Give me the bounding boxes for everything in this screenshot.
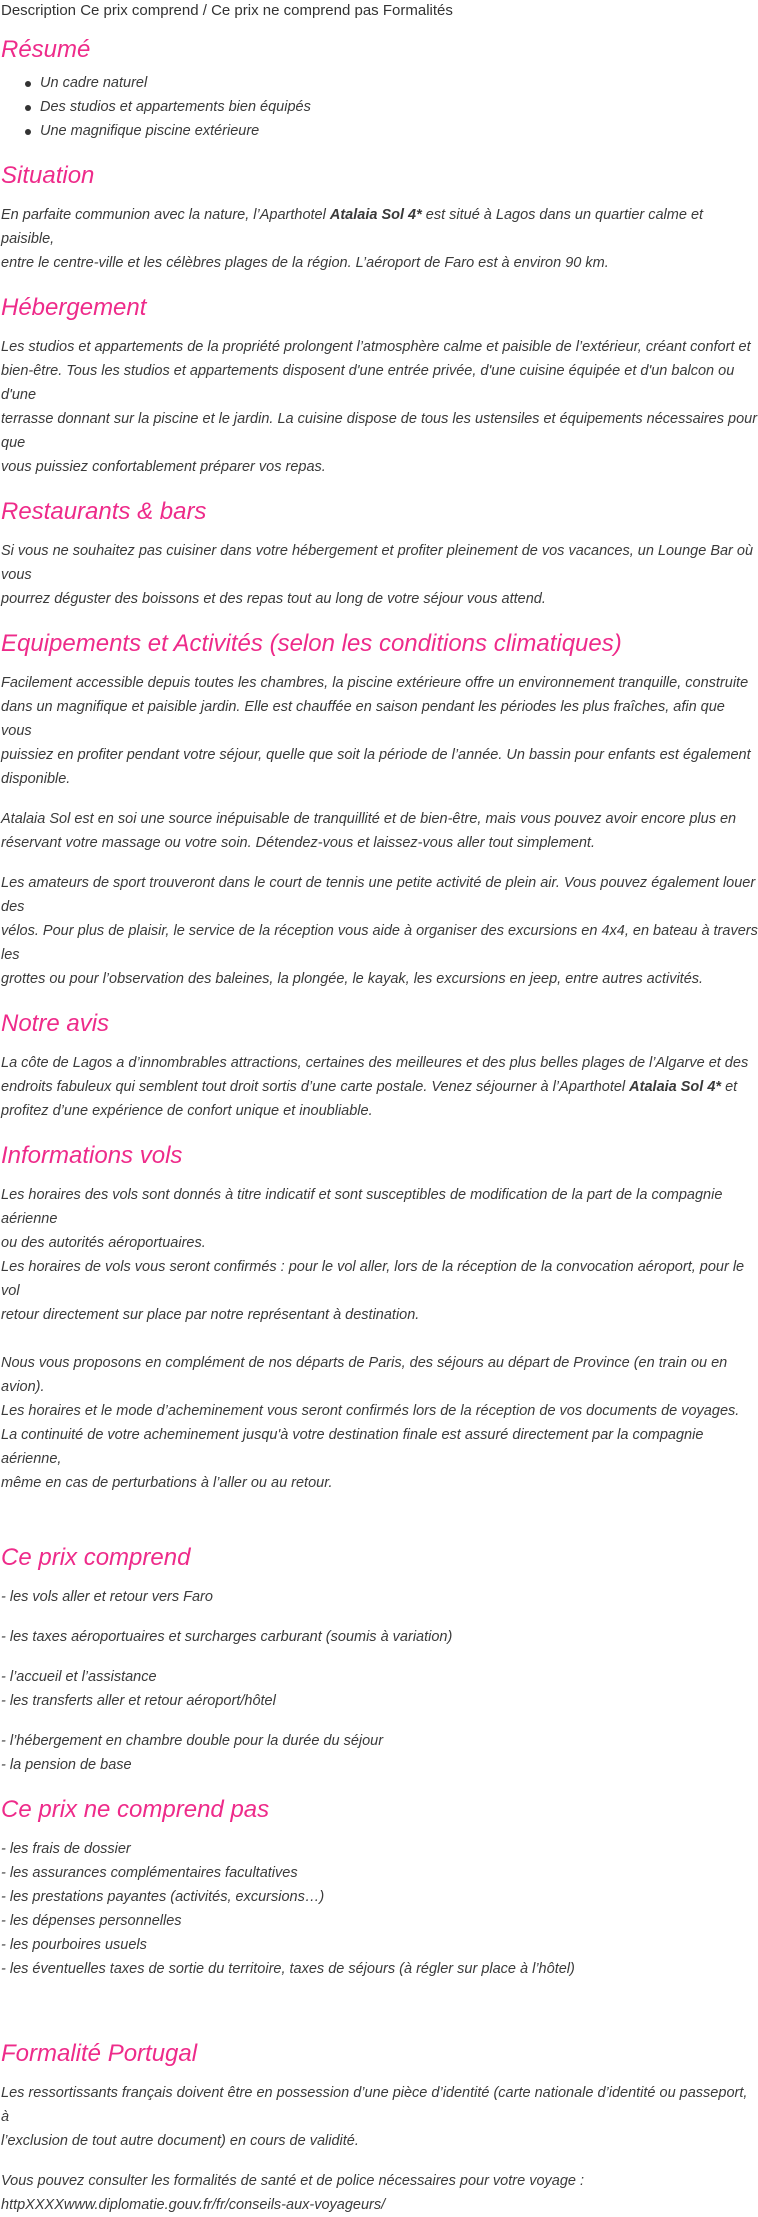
list-item: - l’hébergement en chambre double pour la durée du séjour	[1, 1733, 384, 1749]
heading-hebergement: Hébergement	[1, 294, 147, 321]
list-item: - les vols aller et retour vers Faro	[1, 1589, 213, 1605]
formalite-text-2	[1, 2169, 758, 2217]
text-line: pourrez déguster des boissons et des repas tout au long de votre séjour vous attend.	[1, 591, 546, 607]
text-line: Les studios et appartements de la propriété prolongent l’atmosphère calme et paisible de l’extérieur, créant confort et	[1, 339, 751, 355]
text-line: profitez d’une expérience de confort unique et inoubliable.	[1, 1103, 373, 1119]
hebergement-text	[1, 335, 758, 479]
text-line: Les horaires des vols sont donnés à titre indicatif et sont susceptibles de modification de la part de la compagnie aérienne	[1, 1187, 723, 1227]
heading-vols: Informations vols	[1, 1142, 183, 1169]
text-line: La continuité de votre acheminement jusqu'à votre destination finale est assuré directement par la compagnie aérienne,	[1, 1427, 704, 1467]
text-line: Les amateurs de sport trouveront dans le court de tennis une petite activité de plein air. Vous pouvez également louer des	[1, 875, 756, 915]
list-item: - la pension de base	[1, 1757, 132, 1773]
text-line: terrasse donnant sur la piscine et le jardin. La cuisine dispose de tous les ustensiles et équipements nécessaires pour que	[1, 411, 758, 451]
text-line: entre le centre-ville et les célèbres plages de la région. L’aéroport de Faro est à environ 90 km.	[1, 255, 609, 271]
list-item: - les éventuelles taxes de sortie du territoire, taxes de séjours (à régler sur place à l’hôtel)	[1, 1961, 575, 1977]
heading-avis: Notre avis	[1, 1010, 110, 1037]
text-line: Les horaires et le mode d’acheminement vous seront confirmés lors de la réception de vos documents de voyages.	[1, 1403, 740, 1419]
list-item: - les pourboires usuels	[1, 1937, 147, 1953]
hotel-name: Atalaia Sol 4*	[329, 207, 422, 223]
text-line: Nous vous proposons en complément de nos départs de Paris, des séjours au départ de Province (en train ou en avion).	[1, 1355, 728, 1395]
heading-situation: Situation	[1, 162, 95, 189]
list-item: - les frais de dossier	[1, 1841, 131, 1857]
text-line: Facilement accessible depuis toutes les chambres, la piscine extérieure offre un environnement tranquille, construite	[1, 675, 749, 691]
vols-text-1	[1, 1183, 758, 1327]
text-line: vous puissiez confortablement préparer vos repas.	[1, 459, 326, 475]
text-line: Les ressortissants français doivent être en possession d’une pièce d’identité (carte nationale d’identité ou passeport, à	[1, 2085, 748, 2125]
text-line: grottes ou pour l’observation des baleines, la plongée, le kayak, les excursions en jeep, entre autres activités.	[1, 971, 704, 987]
list-item: Un cadre naturel	[40, 71, 758, 95]
list-item: - les dépenses personnelles	[1, 1913, 182, 1929]
equipements-text-1	[1, 671, 758, 791]
list-item: Une magnifique piscine extérieure	[40, 119, 758, 143]
text-line: Atalaia Sol est en soi une source inépuisable de tranquillité et de bien-être, mais vous pouvez avoir encore plus en	[1, 811, 737, 827]
list-item: - les assurances complémentaires facultatives	[1, 1865, 298, 1881]
heading-formalite: Formalité Portugal	[1, 2040, 198, 2067]
text-line: dans un magnifique et paisible jardin. Elle est chauffée en saison pendant les périodes les plus fraîches, afin que vous	[1, 699, 725, 739]
heading-equipements: Equipements et Activités (selon les conditions climatiques)	[1, 630, 622, 657]
list-item: - les taxes aéroportuaires et surcharges carburant (soumis à variation)	[1, 1629, 453, 1645]
vols-text-2	[1, 1351, 758, 1495]
text-line: retour directement sur place par notre représentant à destination.	[1, 1307, 420, 1323]
text-line: l’exclusion de tout autre document) en cours de validité.	[1, 2133, 359, 2149]
comprend-group-1	[1, 1585, 758, 1609]
heading-resume: Résumé	[1, 36, 91, 63]
text-line: endroits fabuleux qui semblent tout droit sortis d’une carte postale. Venez séjourner à l’Aparthotel Atalaia Sol 4* et	[1, 1079, 738, 1095]
comprend-group-2	[1, 1625, 758, 1649]
tab-formalites[interactable]: Formalités	[382, 2, 453, 19]
diplomatie-link[interactable]: httpXXXXwww.diplomatie.gouv.fr/fr/conseils-aux-voyageurs/	[1, 2197, 386, 2213]
text-line: réservant votre massage ou votre soin. Détendez-vous et laissez-vous aller tout simplement.	[1, 835, 595, 851]
text-line: même en cas de perturbations à l’aller ou au retour.	[1, 1475, 333, 1491]
heading-restaurants: Restaurants & bars	[1, 498, 207, 525]
text-line: puissiez en profiter pendant votre séjour, quelle que soit la période de l’année. Un bassin pour enfants est également	[1, 747, 751, 763]
comprend-group-3	[1, 1665, 758, 1713]
ne-comprend-list	[1, 1837, 758, 1981]
situation-text	[1, 203, 758, 275]
heading-comprend: Ce prix comprend	[1, 1544, 191, 1571]
text-line: Vous pouvez consulter les formalités de santé et de police nécessaires pour votre voyage :	[1, 2173, 585, 2189]
equipements-text-3	[1, 871, 758, 991]
hotel-name: Atalaia Sol 4*	[629, 1079, 722, 1095]
list-item: Des studios et appartements bien équipés	[40, 95, 758, 119]
resume-list	[1, 71, 758, 143]
comprend-group-4	[1, 1729, 758, 1777]
text-line: Les horaires de vols vous seront confirmés : pour le vol aller, lors de la réception de la convocation aéroport, pour le vol	[1, 1259, 745, 1299]
tab-prix[interactable]: Ce prix comprend / Ce prix ne comprend pas	[80, 2, 379, 19]
formalite-text-1	[1, 2081, 758, 2153]
list-item: - les transferts aller et retour aéroport/hôtel	[1, 1693, 276, 1709]
text-line: En parfaite communion avec la nature, l’Aparthotel Atalaia Sol 4* est situé à Lagos dans un quartier calme et paisible,	[1, 207, 704, 247]
text-line: ou des autorités aéroportuaires.	[1, 1235, 206, 1251]
heading-ne-comprend: Ce prix ne comprend pas	[1, 1796, 270, 1823]
equipements-text-2	[1, 807, 758, 855]
text-line: vélos. Pour plus de plaisir, le service de la réception vous aide à organiser des excursions en 4x4, en bateau à travers les	[1, 923, 758, 963]
tab-bar	[1, 0, 758, 21]
list-item: - l’accueil et l’assistance	[1, 1669, 157, 1685]
text-line: bien-être. Tous les studios et appartements disposent d'une entrée privée, d'une cuisine équipée et d'un balcon ou d'une	[1, 363, 735, 403]
avis-text	[1, 1051, 758, 1123]
text-line: Si vous ne souhaitez pas cuisiner dans votre hébergement et profiter pleinement de vos vacances, un Lounge Bar où vous	[1, 543, 754, 583]
text-line: La côte de Lagos a d’innombrables attractions, certaines des meilleures et des plus belles plages de l’Algarve et des	[1, 1055, 749, 1071]
text-line: disponible.	[1, 771, 71, 787]
tab-description[interactable]: Description	[1, 2, 77, 19]
list-item: - les prestations payantes (activités, excursions…)	[1, 1889, 325, 1905]
restaurants-text	[1, 539, 758, 611]
